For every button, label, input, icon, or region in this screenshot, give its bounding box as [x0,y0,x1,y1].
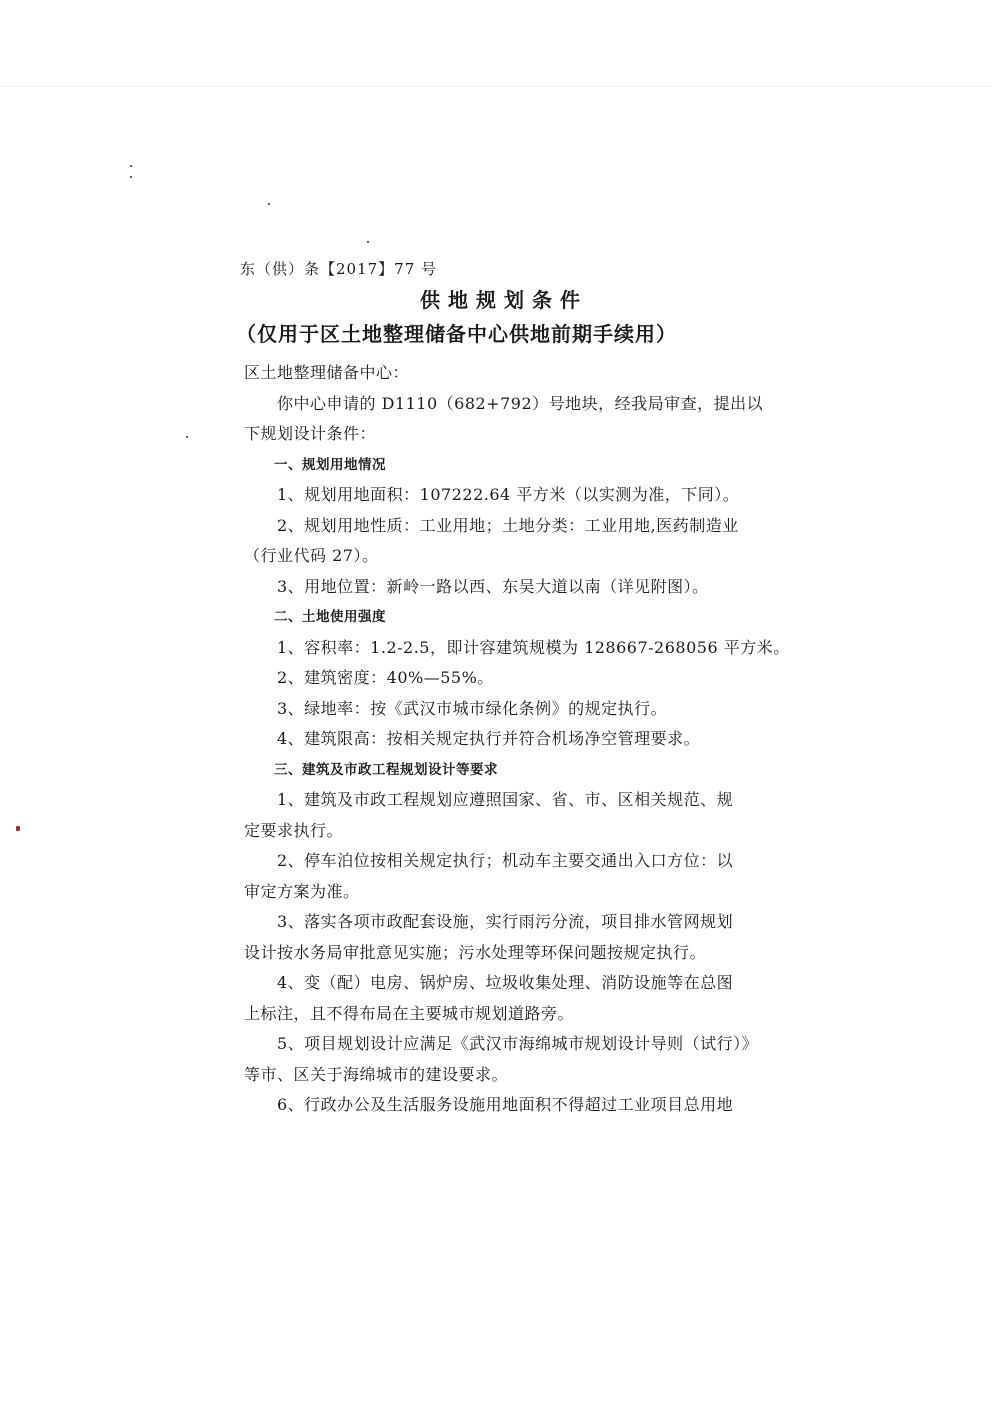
clause-line: 3、用地位置：新岭一路以西、东吴大道以南（详见附图）。 [277,576,709,596]
clause-line: 等市、区关于海绵城市的建设要求。 [244,1064,509,1084]
clause-line: 1、容积率：1.2-2.5，即计容建筑规模为 128667-268056 平方米。 [277,637,790,657]
document-body [244,358,790,1121]
clause-line: 3、落实各项市政配套设施，实行雨污分流，项目排水管网规划 [277,912,734,931]
section-heading: 一、规划用地情况 [274,456,386,473]
clause-line: 1、建筑及市政工程规划应遵照国家、省、市、区相关规范、规 [277,790,734,809]
section-heading: 二、土地使用强度 [274,609,386,625]
scan-speck [130,176,132,178]
clause-line: 定要求执行。 [244,820,344,840]
scan-speck [367,241,369,243]
scan-speck [268,203,270,205]
intro-line: 你中心申请的 D1110（682+792）号地块，经我局审查，提出以 [277,393,764,413]
clause-line: 2、规划用地性质：工业用地；土地分类：工业用地,医药制造业 [277,515,739,535]
clause-line: （行业代码 27）。 [244,546,379,565]
document-number: 东（供）条【2017】77 号 [240,260,438,278]
clause-line: 设计按水务局审批意见实施；污水处理等环保问题按规定执行。 [244,942,707,962]
scan-speck [186,436,188,438]
clause-line: 4、变（配）电房、锅炉房、垃圾收集处理、消防设施等在总图 [277,973,734,992]
addressee: 区土地整理储备中心： [244,363,410,382]
clause-line: 6、行政办公及生活服务设施用地面积不得超过工业项目总用地 [277,1095,734,1114]
clause-line: 审定方案为准。 [244,881,360,901]
section-heading: 三、建筑及市政工程规划设计等要求 [274,761,498,778]
scan-artifact-line [0,86,992,87]
document-title: 供地规划条件 [420,288,588,312]
clause-line: 2、停车泊位按相关规定执行；机动车主要交通出入口方位：以 [277,851,734,870]
scan-speck [130,165,132,167]
clause-line: 1、规划用地面积：107222.64 平方米（以实测为准，下同）。 [277,485,740,504]
clause-line: 2、建筑密度：40%—55%。 [277,668,494,687]
intro-line: 下规划设计条件： [244,424,377,443]
clause-line: 上标注，且不得布局在主要城市规划道路旁。 [244,1003,575,1023]
clause-line: 3、绿地率：按《武汉市城市绿化条例》的规定执行。 [277,698,668,718]
document-subtitle: （仅用于区土地整理储备中心供地前期手续用） [236,322,677,346]
margin-ink-mark [16,826,20,831]
clause-line: 4、建筑限高：按相关规定执行并符合机场净空管理要求。 [277,729,701,748]
clause-line: 5、项目规划设计应满足《武汉市海绵城市规划设计导则（试行）》 [277,1034,759,1053]
